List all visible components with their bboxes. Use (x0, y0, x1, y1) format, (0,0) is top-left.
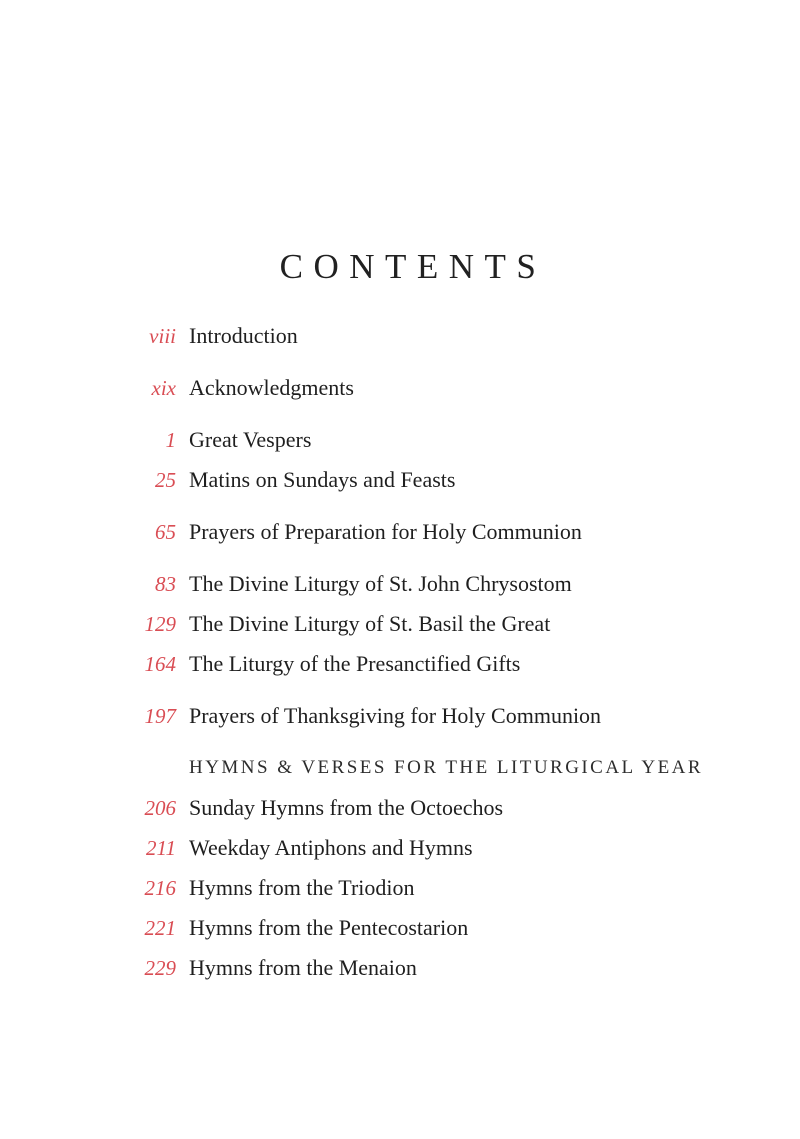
toc-entry-title: Sunday Hymns from the Octoechos (189, 795, 504, 820)
toc-entry-page-number: 1 (165, 428, 176, 452)
toc-entry-page-number: viii (149, 324, 176, 348)
toc-entry-page-number: 206 (144, 796, 176, 820)
toc-entry (0, 868, 800, 908)
toc-entry-page-number: xix (151, 376, 176, 400)
toc-entry (0, 644, 800, 684)
toc-entry-title: Hymns from the Pentecostarion (189, 915, 469, 940)
toc-entry-page-number: 83 (155, 572, 176, 596)
toc-entry-title: Great Vespers (189, 427, 312, 452)
toc-entry-title: Introduction (189, 323, 298, 348)
toc-entry (0, 828, 800, 868)
toc-entry-page-number: 65 (155, 520, 176, 544)
toc-entry (0, 604, 800, 644)
toc-entry-page-number: 164 (144, 652, 176, 676)
toc-entry (0, 908, 800, 948)
toc-entry-page-number: 221 (144, 916, 176, 940)
toc-entry (0, 788, 800, 828)
toc-entry-page-number: 197 (144, 704, 176, 728)
toc-entry (0, 420, 800, 460)
toc-entry-title: The Liturgy of the Presanctified Gifts (189, 651, 521, 676)
toc-entry-title: Acknowledgments (189, 375, 354, 400)
toc-entry-page-number: 229 (144, 956, 176, 980)
toc-entry-page-number: 129 (144, 612, 176, 636)
toc-entry-title: Prayers of Thanksgiving for Holy Communion (189, 703, 602, 728)
toc-entry-title: Hymns from the Triodion (189, 875, 415, 900)
toc-entry (0, 512, 800, 552)
toc-entry-page-number: 25 (155, 468, 176, 492)
toc-entry (0, 696, 800, 736)
toc-entry-title: Prayers of Preparation for Holy Communion (189, 519, 582, 544)
page-title: CONTENTS (279, 247, 547, 286)
toc-entry-title: The Divine Liturgy of St. John Chrysostom (189, 571, 572, 596)
toc-entry (0, 368, 800, 408)
toc-section-header (0, 748, 800, 788)
toc-entry (0, 460, 800, 500)
toc-entry-page-number: 216 (144, 876, 176, 900)
toc-entry (0, 948, 800, 988)
toc-entry-title: The Divine Liturgy of St. Basil the Great (189, 611, 551, 636)
toc-entry-title: Hymns from the Menaion (189, 955, 417, 980)
toc-section-header-label: HYMNS & VERSES FOR THE LITURGICAL YEAR (189, 757, 704, 778)
toc-entry-title: Matins on Sundays and Feasts (189, 467, 456, 492)
toc-entry-title: Weekday Antiphons and Hymns (189, 835, 473, 860)
toc-entry-page-number: 211 (146, 836, 176, 860)
toc-entry (0, 564, 800, 604)
toc-entry (0, 316, 800, 356)
